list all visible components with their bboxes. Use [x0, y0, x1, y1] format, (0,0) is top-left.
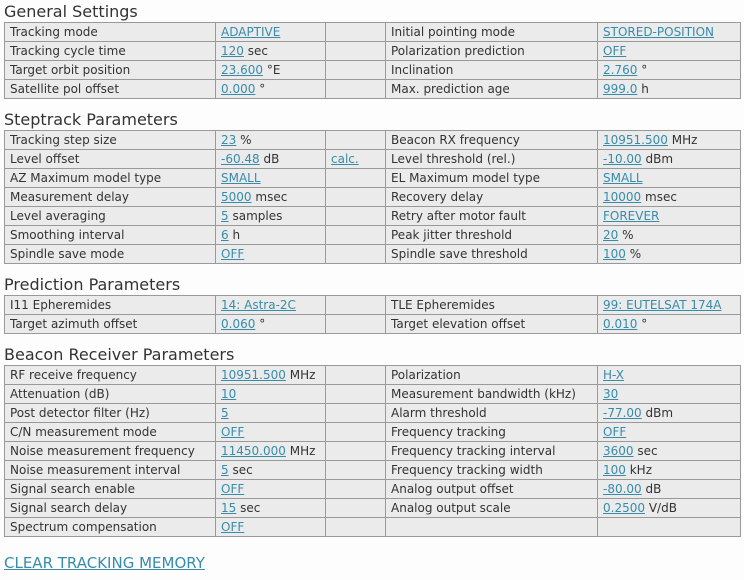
param-label: Initial pointing mode [391, 25, 516, 39]
table-row [5, 226, 741, 245]
value-link[interactable]: 5000 [221, 190, 252, 204]
extra-cell [326, 461, 386, 480]
value-link[interactable]: 5 [221, 463, 229, 477]
table-row [5, 131, 741, 150]
extra-cell [326, 245, 386, 264]
param-label: Max. prediction age [391, 82, 510, 96]
param-value-cell [598, 296, 741, 315]
param-value-cell [216, 188, 326, 207]
param-label-cell [5, 518, 216, 537]
param-label-cell [386, 150, 598, 169]
unit-label: ° [641, 317, 648, 331]
param-value-cell [216, 80, 326, 99]
param-label-cell [386, 423, 598, 442]
param-label: C/N measurement mode [10, 425, 157, 439]
unit-label: ° [641, 63, 648, 77]
unit-label: dBm [645, 152, 674, 166]
table-row [5, 188, 741, 207]
param-value-cell [216, 245, 326, 264]
extra-cell [326, 315, 386, 334]
param-value-cell [216, 296, 326, 315]
unit-label: % [240, 133, 252, 147]
unit-label: h [232, 228, 241, 242]
param-label-cell [386, 315, 598, 334]
param-label-cell [5, 150, 216, 169]
param-label-cell [5, 23, 216, 42]
extra-cell [326, 80, 386, 99]
unit-label: V/dB [648, 501, 677, 515]
param-label-cell [5, 499, 216, 518]
unit-label: sec [232, 463, 253, 477]
value-link[interactable]: 999.0 [603, 82, 638, 96]
param-label-cell [5, 188, 216, 207]
value-link[interactable]: 5 [221, 406, 229, 420]
param-label: Alarm threshold [391, 406, 487, 420]
extra-cell [326, 226, 386, 245]
extra-cell [326, 442, 386, 461]
param-value-cell [216, 61, 326, 80]
table-row [5, 207, 741, 226]
param-value-cell [216, 499, 326, 518]
param-label-cell [386, 80, 598, 99]
extra-cell [326, 366, 386, 385]
param-label: Frequency tracking interval [391, 444, 556, 458]
extra-cell [326, 499, 386, 518]
param-label-cell [386, 188, 598, 207]
extra-cell [326, 61, 386, 80]
param-label: Measurement delay [10, 190, 129, 204]
param-label: Tracking cycle time [10, 44, 126, 58]
table-row [5, 442, 741, 461]
table-row [5, 315, 741, 334]
param-value-cell [598, 169, 741, 188]
param-label: Analog output scale [391, 501, 511, 515]
unit-label: ° [259, 82, 266, 96]
extra-cell [326, 404, 386, 423]
value-link[interactable]: 120 [221, 44, 244, 58]
param-label-cell [386, 42, 598, 61]
unit-label: % [622, 228, 634, 242]
param-label-cell [5, 80, 216, 99]
extra-cell [326, 296, 386, 315]
unit-label: ° [259, 317, 266, 331]
section-title: Beacon Receiver Parameters [4, 345, 235, 364]
param-label: Smoothing interval [10, 228, 125, 242]
extra-cell [326, 169, 386, 188]
param-label-cell [5, 169, 216, 188]
param-label-cell [5, 296, 216, 315]
calc-link[interactable]: calc. [331, 152, 359, 166]
table-row [5, 296, 741, 315]
value-link[interactable]: 10 [221, 387, 237, 401]
param-label-cell [5, 442, 216, 461]
table-row [5, 499, 741, 518]
param-label: I11 Epheremides [10, 298, 112, 312]
param-value-cell [216, 423, 326, 442]
param-value-cell [598, 366, 741, 385]
unit-label: samples [232, 209, 283, 223]
value-link[interactable]: 20 [603, 228, 619, 242]
value-link[interactable]: 10951.500 [603, 133, 668, 147]
param-label-cell [5, 315, 216, 334]
extra-cell [326, 23, 386, 42]
table-row [5, 366, 741, 385]
table-row [5, 518, 741, 537]
param-label-cell [5, 131, 216, 150]
param-label-cell [386, 23, 598, 42]
table-row [5, 150, 741, 169]
param-value-cell [216, 480, 326, 499]
table-row [5, 61, 741, 80]
settings-page [4, 3, 740, 537]
section-title: Prediction Parameters [4, 275, 181, 294]
value-link[interactable]: 0.2500 [603, 501, 645, 515]
value-link[interactable]: 0.060 [221, 317, 256, 331]
value-link[interactable]: OFF [603, 425, 627, 439]
value-link[interactable]: 11450.000 [221, 444, 286, 458]
param-label: Noise measurement interval [10, 463, 181, 477]
param-label: Measurement bandwidth (kHz) [391, 387, 576, 401]
table-row [5, 23, 741, 42]
settings-section [4, 111, 740, 264]
param-value-cell [216, 23, 326, 42]
value-link[interactable]: OFF [603, 44, 627, 58]
value-link[interactable]: 30 [603, 387, 619, 401]
param-value-cell [216, 315, 326, 334]
param-label: Satellite pol offset [10, 82, 120, 96]
param-value-cell [598, 188, 741, 207]
param-label-cell [5, 245, 216, 264]
param-label-cell [5, 42, 216, 61]
section-title: General Settings [4, 2, 138, 21]
param-label-cell [5, 461, 216, 480]
param-value-cell [598, 442, 741, 461]
value-link[interactable]: SMALL [603, 171, 643, 185]
value-link[interactable]: 6 [221, 228, 229, 242]
unit-label: msec [255, 190, 288, 204]
param-value-cell [598, 480, 741, 499]
param-label: Target elevation offset [391, 317, 526, 331]
param-label-cell [5, 423, 216, 442]
param-label: TLE Epheremides [391, 298, 495, 312]
table-row [5, 480, 741, 499]
value-link[interactable]: 99: EUTELSAT 174A [603, 298, 722, 312]
value-link[interactable]: ADAPTIVE [221, 25, 281, 39]
settings-table [4, 365, 741, 537]
value-link[interactable]: 100 [603, 463, 626, 477]
param-label: Level threshold (rel.) [391, 152, 516, 166]
param-label-cell [386, 207, 598, 226]
param-value-cell [598, 315, 741, 334]
param-label-cell [5, 404, 216, 423]
value-link[interactable]: OFF [221, 247, 245, 261]
settings-table [4, 295, 741, 334]
param-label-cell [386, 518, 598, 537]
value-link[interactable]: 14: Astra-2C [221, 298, 296, 312]
param-label-cell [386, 296, 598, 315]
param-label: Spectrum compensation [10, 520, 157, 534]
param-value-cell [216, 366, 326, 385]
param-label: Spindle save threshold [391, 247, 528, 261]
param-value-cell [598, 461, 741, 480]
unit-label: dB [263, 152, 280, 166]
param-label: Signal search enable [10, 482, 136, 496]
param-value-cell [598, 131, 741, 150]
table-row [5, 404, 741, 423]
param-label: Target orbit position [10, 63, 131, 77]
settings-table [4, 130, 741, 264]
param-label: Polarization [391, 368, 461, 382]
param-value-cell [216, 518, 326, 537]
param-label-cell [386, 404, 598, 423]
value-link[interactable]: 5 [221, 209, 229, 223]
param-label: Inclination [391, 63, 454, 77]
param-label-cell [386, 366, 598, 385]
value-link[interactable]: STORED-POSITION [603, 25, 715, 39]
value-link[interactable]: -80.00 [603, 482, 642, 496]
param-label: Polarization prediction [391, 44, 525, 58]
value-link[interactable]: -10.00 [603, 152, 642, 166]
param-label-cell [386, 461, 598, 480]
param-label: Target azimuth offset [10, 317, 138, 331]
extra-cell [326, 480, 386, 499]
param-label: Peak jitter threshold [391, 228, 513, 242]
param-label: AZ Maximum model type [10, 171, 162, 185]
unit-label: h [641, 82, 649, 96]
unit-label: MHz [289, 368, 316, 382]
extra-cell [326, 385, 386, 404]
table-row [5, 385, 741, 404]
param-label: Signal search delay [10, 501, 128, 515]
table-row [5, 169, 741, 188]
param-value-cell [598, 61, 741, 80]
unit-label: msec [645, 190, 677, 204]
value-link[interactable]: H-X [603, 368, 624, 382]
value-link[interactable]: FOREVER [603, 209, 660, 223]
param-value-cell [598, 207, 741, 226]
param-label: Beacon RX frequency [391, 133, 520, 147]
param-label-cell [5, 366, 216, 385]
param-label-cell [5, 61, 216, 80]
value-link[interactable]: 0.010 [603, 317, 638, 331]
unit-label: kHz [629, 463, 653, 477]
value-link[interactable]: 2.760 [603, 63, 638, 77]
param-value-cell [598, 423, 741, 442]
param-label-cell [386, 442, 598, 461]
extra-cell [326, 42, 386, 61]
param-label-cell [5, 207, 216, 226]
param-label-cell [386, 245, 598, 264]
extra-cell [326, 131, 386, 150]
param-label: Spindle save mode [10, 247, 125, 261]
param-value-cell [216, 226, 326, 245]
param-label: Level offset [10, 152, 80, 166]
param-value-cell [216, 207, 326, 226]
section-title: Steptrack Parameters [4, 110, 178, 129]
param-label-cell [5, 226, 216, 245]
param-value-cell [598, 499, 741, 518]
param-value-cell [598, 245, 741, 264]
table-row [5, 80, 741, 99]
param-value-cell [216, 150, 326, 169]
param-value-cell [216, 169, 326, 188]
value-link[interactable]: 3600 [603, 444, 634, 458]
param-label-cell [386, 169, 598, 188]
unit-label: °E [266, 63, 281, 77]
param-value-cell [216, 131, 326, 150]
param-value-cell [598, 23, 741, 42]
param-label-cell [386, 131, 598, 150]
param-value-cell [598, 404, 741, 423]
value-link[interactable]: 10000 [603, 190, 642, 204]
value-link[interactable]: 10951.500 [221, 368, 286, 382]
param-value-cell [598, 518, 741, 537]
settings-section [4, 3, 740, 99]
extra-cell [326, 518, 386, 537]
value-link[interactable]: OFF [221, 482, 245, 496]
param-label-cell [386, 61, 598, 80]
value-link[interactable]: 23 [221, 133, 237, 147]
settings-section [4, 276, 740, 334]
param-label: Frequency tracking width [391, 463, 543, 477]
param-label: Tracking step size [10, 133, 117, 147]
param-label-cell [386, 226, 598, 245]
unit-label: sec [637, 444, 658, 458]
param-label: Noise measurement frequency [10, 444, 195, 458]
param-value-cell [598, 226, 741, 245]
param-label-cell [386, 385, 598, 404]
param-value-cell [598, 150, 741, 169]
param-value-cell [216, 385, 326, 404]
param-value-cell [598, 80, 741, 99]
param-label: Level averaging [10, 209, 106, 223]
param-label: Frequency tracking [391, 425, 506, 439]
param-label-cell [386, 480, 598, 499]
table-row [5, 461, 741, 480]
extra-cell [326, 423, 386, 442]
value-link[interactable]: OFF [221, 425, 245, 439]
unit-label: MHz [289, 444, 316, 458]
param-label-cell [5, 385, 216, 404]
param-value-cell [598, 385, 741, 404]
unit-label: dBm [645, 406, 674, 420]
extra-cell [326, 188, 386, 207]
param-label: Post detector filter (Hz) [10, 406, 150, 420]
value-link[interactable]: SMALL [221, 171, 261, 185]
value-link[interactable]: 15 [221, 501, 237, 515]
unit-label: MHz [671, 133, 698, 147]
unit-label: sec [240, 501, 261, 515]
param-value-cell [216, 404, 326, 423]
param-label: Analog output offset [391, 482, 514, 496]
value-link[interactable]: 0.000 [221, 82, 256, 96]
param-label-cell [386, 499, 598, 518]
table-row [5, 42, 741, 61]
param-value-cell [598, 42, 741, 61]
param-label: Tracking mode [10, 25, 98, 39]
param-label-cell [5, 480, 216, 499]
clear-tracking-memory-link[interactable]: CLEAR TRACKING MEMORY [4, 554, 205, 572]
param-label: RF receive frequency [10, 368, 137, 382]
value-link[interactable]: 23.600 [221, 63, 263, 77]
value-link[interactable]: OFF [221, 520, 245, 534]
param-value-cell [216, 42, 326, 61]
value-link[interactable]: -77.00 [603, 406, 642, 420]
extra-cell [326, 150, 386, 169]
settings-section [4, 346, 740, 537]
settings-table [4, 22, 741, 99]
clear-tracking-memory-wrap [4, 553, 740, 572]
param-value-cell [216, 461, 326, 480]
param-value-cell [216, 442, 326, 461]
unit-label: dB [645, 482, 662, 496]
value-link[interactable]: -60.48 [221, 152, 260, 166]
unit-label: sec [247, 44, 268, 58]
table-row [5, 423, 741, 442]
table-row [5, 245, 741, 264]
param-label: Retry after motor fault [391, 209, 526, 223]
param-label: EL Maximum model type [391, 171, 541, 185]
extra-cell [326, 207, 386, 226]
param-label: Recovery delay [391, 190, 484, 204]
value-link[interactable]: 100 [603, 247, 626, 261]
unit-label: % [629, 247, 642, 261]
param-label: Attenuation (dB) [10, 387, 110, 401]
